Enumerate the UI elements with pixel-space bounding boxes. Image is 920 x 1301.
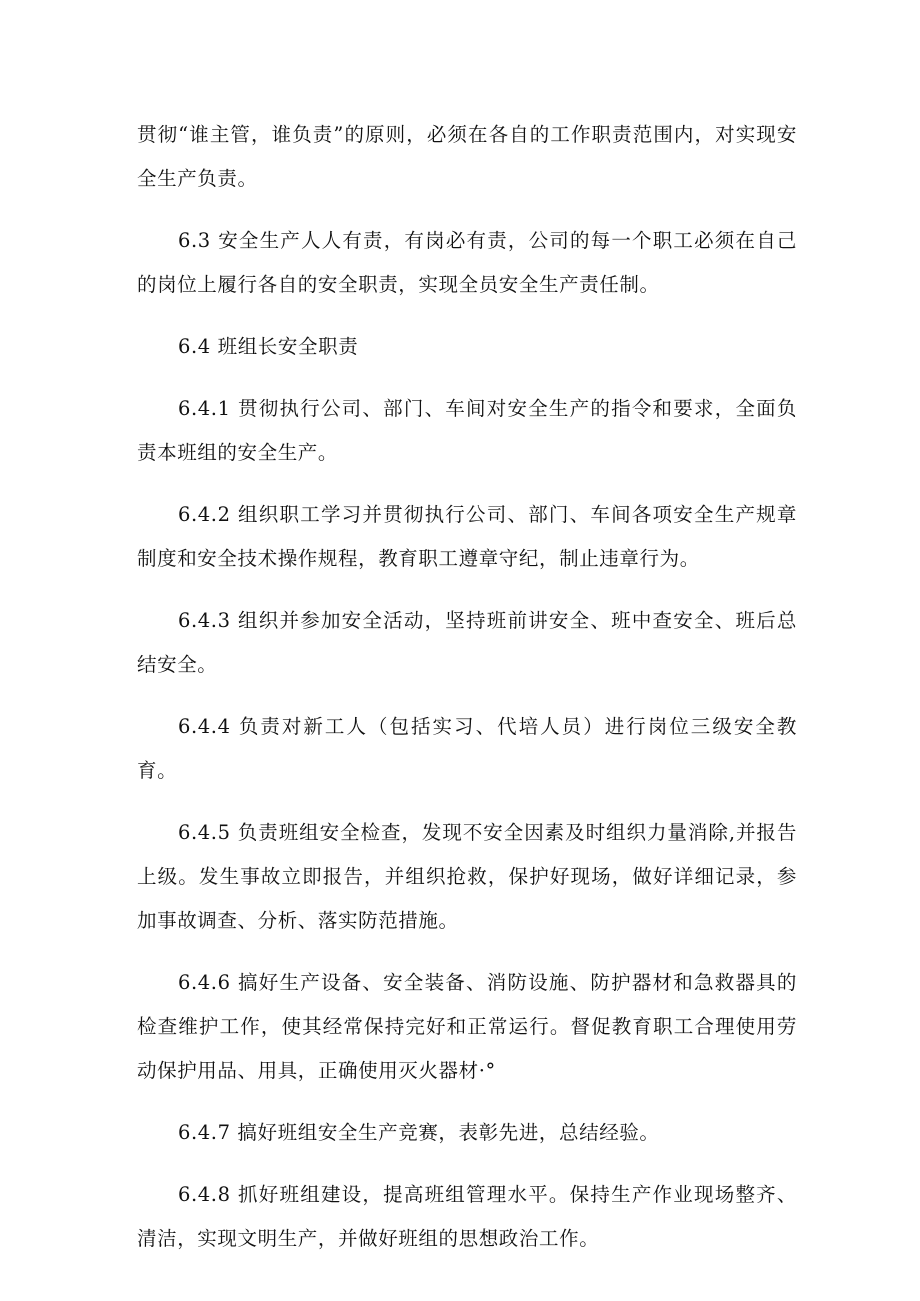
- paragraph-6-4-3: 6.4.3 组织并参加安全活动，坚持班前讲安全、班中查安全、班后总结安全。: [137, 609, 797, 676]
- paragraph-6-4-1: 6.4.1 贯彻执行公司、部门、车间对安全生产的指令和要求，全面负责本班组的安全生产。: [137, 397, 797, 464]
- paragraph-6-4-4: 6.4.4 负责对新工人（包括实习、代培人员）进行岗位三级安全教育。: [137, 715, 797, 782]
- paragraph-6-4-heading: 6.4 班组长安全职责: [178, 335, 359, 358]
- document-body: [137, 113, 797, 1279]
- paragraph-6-4-6: 6.4.6 搞好生产设备、安全装备、消防设施、防护器材和急救器具的检查维护工作，使其经常保持完好和正常运行。督促教育职工合理使用劳动保护用品、用具，正确使用灭火器材·°: [137, 971, 797, 1082]
- paragraph-6-4-5: 6.4.5 负责班组安全检查，发现不安全因素及时组织力量消除,并报告上级。发生事故立即报告，并组织抢救，保护好现场，做好详细记录，参加事故调查、分析、落实防范措施。: [137, 821, 797, 932]
- paragraph-6-3: 6.3 安全生产人人有责，有岗必有责，公司的每一个职工必须在自己的岗位上履行各自的安全职责，实现全员安全生产责任制。: [137, 229, 797, 296]
- paragraph-6-4-8: 6.4.8 抓好班组建设，提高班组管理水平。保持生产作业现场整齐、清洁，实现文明生产，并做好班组的思想政治工作。: [137, 1183, 797, 1250]
- paragraph-6-4-7: 6.4.7 搞好班组安全生产竞赛，表彰先进，总结经验。: [178, 1121, 660, 1144]
- paragraph-1: 贯彻“谁主管，谁负责”的原则，必须在各自的工作职责范围内，对实现安全生产负责。: [137, 123, 797, 190]
- paragraph-6-4-2: 6.4.2 组织职工学习并贯彻执行公司、部门、车间各项安全生产规章制度和安全技术操作规程，教育职工遵章守纪，制止违章行为。: [137, 503, 797, 570]
